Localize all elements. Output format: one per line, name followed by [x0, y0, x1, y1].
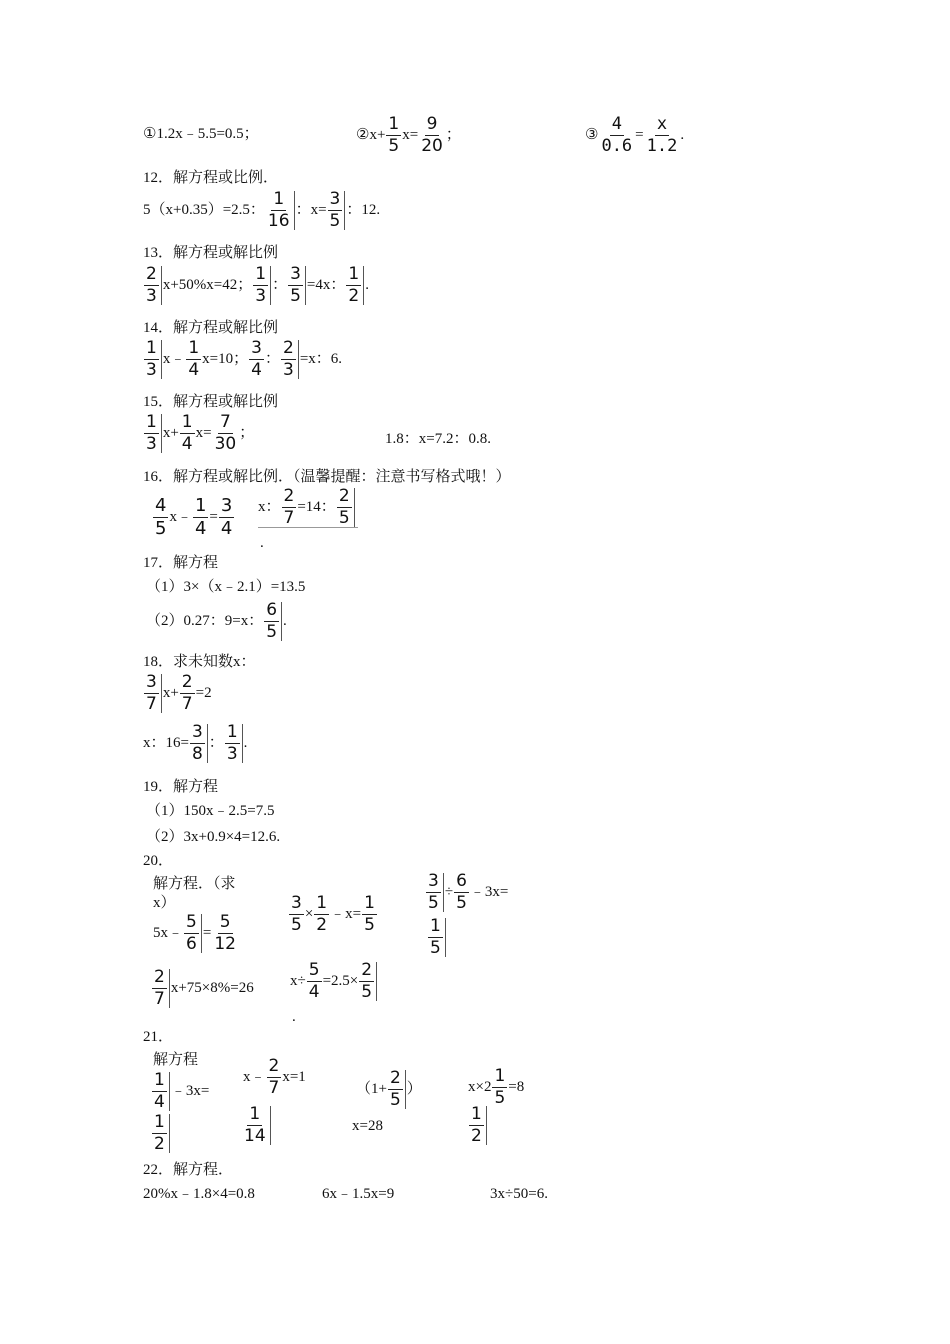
p20-equation-b [288, 895, 378, 934]
p20-dot: . [292, 1009, 296, 1025]
p15-text-1: x+ [162, 425, 179, 441]
p13-text-2: ： [272, 277, 288, 293]
fraction [186, 340, 201, 379]
fraction [180, 674, 195, 713]
numerator: 1 [146, 412, 157, 432]
denominator: 5 [456, 893, 467, 913]
p21-c-pre: （1+ [356, 1081, 387, 1097]
numerator: 2 [181, 672, 193, 692]
fraction [144, 414, 162, 453]
numerator: 2 [283, 486, 295, 506]
p13-text-1: x+50%x=42； [162, 277, 253, 293]
p14-title: 14．解方程或解比例 [143, 320, 279, 336]
p11-b-post: ； [445, 127, 461, 143]
p19-line-2: （2）3x+0.9×4=12.6. [146, 829, 281, 845]
numerator: 1 [364, 893, 375, 913]
fraction [307, 962, 322, 1001]
numerator: 7 [220, 412, 231, 432]
denominator: 2 [316, 915, 328, 935]
p20-equation-e [290, 962, 378, 1001]
denominator: 7 [154, 989, 165, 1009]
p14-equation [143, 340, 342, 379]
p14-text-3: ： [264, 351, 280, 367]
p20-equation-c [425, 873, 508, 912]
p14-text-4: =x：6. [299, 351, 343, 367]
numerator: 1 [146, 338, 157, 358]
p19-title: 19．解方程 [143, 779, 219, 795]
p22-equation-c: 3x÷50=6. [490, 1186, 548, 1202]
numerator: 4 [155, 495, 167, 516]
denominator: 5 [388, 136, 400, 156]
p18-text-3: ： [208, 735, 224, 751]
p21-equation-b [243, 1058, 306, 1097]
denominator: 5 [290, 286, 301, 306]
denominator: 1.2 [646, 136, 678, 156]
denominator: 4 [251, 360, 262, 380]
denominator: 7 [268, 1078, 280, 1098]
denominator: 3 [226, 744, 238, 764]
p15-title: 15．解方程或解比例 [143, 394, 279, 410]
fraction [213, 414, 239, 453]
p16-equation-b [258, 488, 358, 528]
denominator: 5 [329, 211, 341, 231]
p21-label: 解方程 [153, 1052, 199, 1068]
p20-label-2: x） [153, 895, 176, 911]
numerator: 9 [426, 114, 438, 134]
denominator: 6 [186, 934, 197, 954]
p20-d-text-1: x+75×8%=26 [170, 980, 254, 996]
denominator: 2 [471, 1126, 482, 1146]
fraction [426, 873, 444, 912]
denominator: 4 [308, 982, 320, 1002]
denominator: 5 [266, 622, 278, 642]
p13-text-4: . [365, 277, 369, 293]
numerator: 3 [191, 722, 203, 742]
p20-e-mid: =2.5× [322, 973, 359, 989]
p12-pre: 5（x+0.35）=2.5： [143, 202, 265, 218]
p17-line-2 [146, 602, 287, 641]
fraction [249, 340, 264, 379]
p11-a-text: ①1.2x﹣5.5=0.5； [143, 126, 259, 142]
p12-equation [143, 191, 380, 230]
denominator: 3 [146, 286, 157, 306]
fraction [152, 1114, 170, 1153]
p21-a-text-1: ﹣3x= [170, 1083, 210, 1099]
p16-equation-a [152, 497, 235, 538]
numerator: 2 [268, 1056, 280, 1076]
p12-mid: ：x= [295, 202, 327, 218]
numerator: 3 [329, 189, 341, 209]
p18-text-4: . [243, 735, 248, 751]
denominator: 5 [428, 893, 439, 913]
denominator: 5 [291, 915, 302, 935]
p20-equation-a [153, 914, 239, 953]
p17-line-1: （1）3×（x﹣2.1）=13.5 [146, 579, 306, 595]
denominator: 3 [146, 434, 157, 454]
denominator: 3 [146, 360, 157, 380]
p18-equation-a [143, 674, 212, 713]
p20-equation-d [151, 969, 254, 1008]
p22-title: 22．解方程． [143, 1162, 234, 1178]
fraction [328, 191, 346, 230]
denominator: 14 [244, 1126, 266, 1146]
p12-post: ：12. [346, 202, 381, 218]
p21-equation-c-line-2: x=28 [352, 1118, 383, 1134]
fraction [386, 116, 401, 155]
numerator: 6 [456, 871, 467, 891]
numerator: 2 [361, 960, 373, 980]
denominator: 7 [146, 694, 157, 714]
denominator: 7 [181, 694, 193, 714]
p18-equation-b [143, 724, 247, 763]
numerator: 2 [146, 264, 157, 284]
p20-b-text-1: × [304, 906, 314, 922]
p21-equation-d [468, 1068, 524, 1107]
p16-b-text-1: x： [258, 499, 281, 515]
p16-text-2: = [209, 509, 218, 525]
p21-b-pre: x﹣ [243, 1069, 266, 1085]
numerator: 5 [219, 912, 231, 932]
numerator: 1 [471, 1104, 482, 1124]
p11-b-pre: ②x+ [356, 127, 386, 143]
denominator: 2 [348, 286, 360, 306]
fraction [184, 914, 202, 953]
numerator: 1 [316, 893, 328, 913]
fraction [212, 914, 238, 953]
numerator: 1 [494, 1066, 506, 1086]
denominator: 4 [181, 434, 193, 454]
p11-eq-c [585, 116, 684, 155]
p11-b-mid: x= [402, 127, 419, 143]
fraction [193, 497, 208, 538]
numerator: 1 [273, 189, 285, 209]
fraction [144, 340, 162, 379]
p14-text-1: x﹣ [162, 351, 186, 367]
p13-equation [143, 266, 369, 305]
p21-number: 21． [143, 1029, 174, 1045]
fraction [492, 1068, 507, 1107]
denominator: 5 [389, 1090, 401, 1110]
p21-c-post: ） [406, 1081, 422, 1097]
denominator: 2 [154, 1134, 165, 1154]
numerator: 4 [611, 114, 622, 134]
denominator: 16 [267, 211, 290, 231]
numerator: 2 [389, 1068, 401, 1088]
fraction [152, 969, 170, 1008]
numerator: 1 [430, 916, 441, 936]
p21-equation-a [151, 1072, 209, 1111]
fraction [289, 895, 304, 934]
fraction [180, 414, 195, 453]
p18-text-1: x+ [162, 685, 179, 701]
p21-equation-a-rhs [151, 1114, 171, 1153]
fraction [346, 266, 364, 305]
denominator: 4 [188, 360, 200, 380]
numerator: 1 [388, 114, 400, 134]
denominator: 12 [214, 934, 236, 954]
fraction [337, 488, 355, 527]
p16-text-1: x﹣ [169, 509, 192, 525]
numerator: 2 [154, 967, 165, 987]
fraction [599, 116, 634, 155]
fraction [190, 724, 208, 763]
p20-number: 20． [143, 853, 174, 869]
p22-equation-b: 6x﹣1.5x=9 [322, 1186, 395, 1202]
p20-label-1: 解方程．（求 [153, 876, 236, 892]
numerator: 1 [226, 722, 238, 742]
p16-b-text-2: =14： [297, 499, 336, 515]
denominator: 5 [430, 938, 441, 958]
p11-c-mid: = [635, 127, 644, 143]
fraction [253, 266, 271, 305]
p13-title: 13．解方程或解比例 [143, 245, 279, 261]
p21-b-text-1: x=1 [282, 1069, 306, 1085]
p11-c-pre: ③ [585, 127, 599, 143]
denominator: 4 [220, 518, 233, 539]
denominator: 5 [364, 915, 375, 935]
p14-text-2: x=10； [202, 351, 249, 367]
denominator: 4 [154, 1092, 165, 1112]
numerator: 5 [186, 912, 197, 932]
numerator: 1 [348, 264, 360, 284]
p21-equation-d-rhs [468, 1106, 488, 1145]
numerator: 3 [290, 264, 301, 284]
fraction [152, 1072, 170, 1111]
fraction [281, 340, 299, 379]
fraction [469, 1106, 487, 1145]
p11-eq-b [356, 116, 461, 155]
p15-equation-b: 1.8：x=7.2：0.8. [385, 431, 491, 447]
fraction [264, 602, 282, 641]
p11-eq-a [143, 127, 259, 142]
p17-post: . [283, 613, 287, 629]
fraction [362, 895, 377, 934]
p15-text-2: x= [195, 425, 212, 441]
fraction [266, 191, 295, 230]
p20-equation-c-rhs [427, 918, 447, 957]
p12-title: 12．解方程或比例． [143, 170, 279, 186]
numerator: 5 [308, 960, 320, 980]
numerator: 2 [282, 338, 294, 358]
numerator: 1 [188, 338, 200, 358]
p17-l2-text: （2）0.27：9=x： [146, 613, 264, 629]
numerator: 1 [255, 264, 267, 284]
numerator: 1 [249, 1104, 261, 1124]
numerator: 1 [154, 1112, 165, 1132]
denominator: 3 [282, 360, 294, 380]
denominator: 3 [255, 286, 267, 306]
fraction [419, 116, 445, 155]
fraction [314, 895, 329, 934]
fraction [454, 873, 469, 912]
fraction [144, 674, 162, 713]
denominator: 20 [421, 136, 443, 156]
p16-dot: . [260, 535, 264, 551]
numerator: 1 [194, 495, 207, 516]
fraction [288, 266, 306, 305]
p20-a-mid: = [202, 925, 212, 941]
denominator: 0.6 [601, 136, 633, 156]
numerator: 3 [220, 495, 233, 516]
p13-text-3: =4x： [306, 277, 346, 293]
denominator: 5 [494, 1088, 506, 1108]
denominator: 7 [283, 508, 295, 528]
denominator: 5 [338, 508, 350, 528]
fraction [645, 116, 680, 155]
p11-c-post: . [680, 127, 685, 143]
numerator: 3 [146, 672, 157, 692]
fraction [153, 497, 168, 538]
p22-equation-a: 20%x﹣1.8×4=0.8 [143, 1186, 255, 1202]
numerator: 1 [154, 1070, 165, 1090]
denominator: 8 [191, 744, 203, 764]
numerator: 1 [181, 412, 193, 432]
fraction [144, 266, 162, 305]
p18-title: 18．求未知数x： [143, 654, 256, 670]
fraction [388, 1070, 406, 1109]
p20-a-pre: 5x﹣ [153, 925, 184, 941]
denominator: 30 [214, 434, 237, 454]
numerator: 2 [338, 486, 350, 506]
p21-d-pre: x×2 [468, 1079, 492, 1095]
fraction [282, 488, 297, 527]
p20-c-text-1: ÷ [444, 884, 454, 900]
p17-title: 17．解方程 [143, 555, 219, 571]
fraction [242, 1106, 271, 1145]
p20-b-text-2: ﹣x= [330, 906, 362, 922]
fraction [428, 918, 446, 957]
p15-text-3: ； [239, 425, 255, 441]
numerator: 3 [251, 338, 262, 358]
p20-e-pre: x÷ [290, 973, 306, 989]
p18-text-2: =2 [195, 685, 212, 701]
fraction [225, 724, 243, 763]
fraction [267, 1058, 282, 1097]
denominator: 5 [361, 982, 373, 1002]
fraction [359, 962, 377, 1001]
p20-c-text-2: ﹣3x= [469, 884, 509, 900]
fraction [219, 497, 234, 538]
p21-d-text-1: =8 [508, 1079, 525, 1095]
numerator: 3 [428, 871, 439, 891]
p15-equation-a [143, 414, 254, 453]
numerator: x [656, 114, 668, 134]
p21-equation-b-rhs [241, 1106, 272, 1145]
denominator: 4 [194, 518, 207, 539]
p19-line-1: （1）150x﹣2.5=7.5 [146, 803, 275, 819]
denominator: 5 [155, 518, 167, 539]
p16-title: 16．解方程或解比例．（温馨提醒：注意书写格式哦！） [143, 469, 511, 485]
numerator: 3 [291, 893, 302, 913]
p18-l2-text: x：16= [143, 735, 189, 751]
p21-equation-c [356, 1070, 422, 1109]
numerator: 6 [266, 600, 278, 620]
